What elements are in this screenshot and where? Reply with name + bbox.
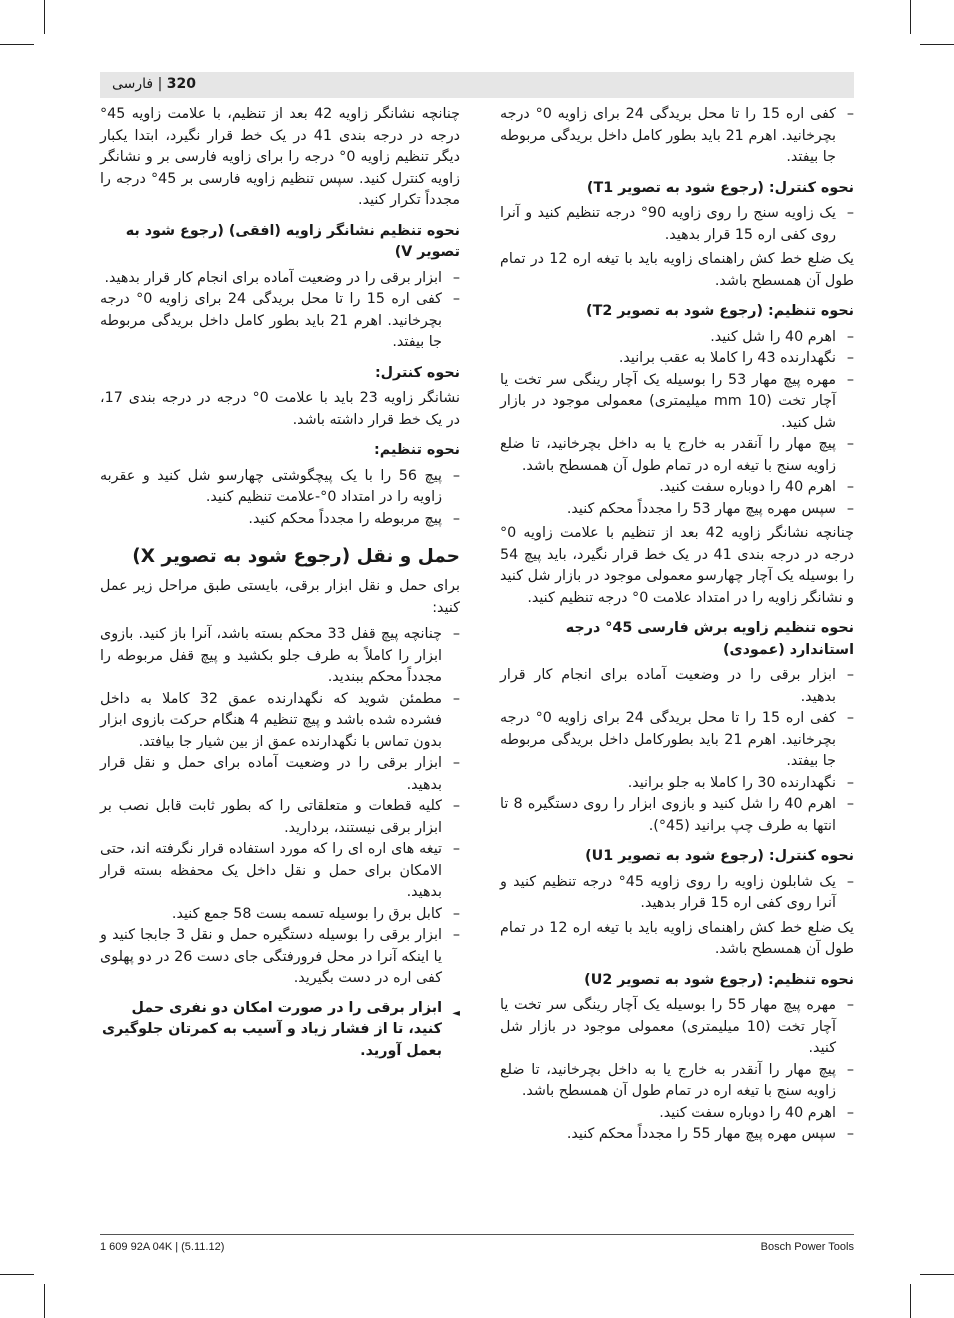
crop-mark xyxy=(44,0,45,34)
paragraph: یک ضلع خط کش راهنمای زاویه باید با تیغه اره 12 در تمام طول آن همسطح باشد. xyxy=(500,919,854,957)
bullet-list xyxy=(500,665,854,837)
bullet-list xyxy=(100,624,460,990)
subheading: نحوه تنظیم: (رجوع شود به تصویر T2) xyxy=(586,303,854,319)
list-item: – یک زاویه سنج را روی زاویه 90° درجه تنظیم کنید و آنرا روی کفی اره 15 قرار بدهید. xyxy=(500,203,854,246)
footer-rule xyxy=(100,1234,854,1235)
subheading: نحوه کنترل: (رجوع شود به تصویر U1) xyxy=(585,848,854,864)
paragraph: نشانگر زاویه 23 باید با علامت 0° درجه در درجه بندی 17، در یک خط قرار داشته باشد. xyxy=(100,390,461,428)
list-item: – چنانچه پیچ قفل 33 محکم بسته باشد، آنرا باز کنید. بازوی ابزار را کاملاً به طرف جلو بکشید و پیچ قفل مربوطه را مجدداً محکم ببندید. xyxy=(100,624,460,689)
list-item: – مهره پیچ مهار 55 را بوسیله یک آچار رینگی سر تخت یا آچار تخت (10 میلیمتری) معمولی موجود در بازار شل کنید. xyxy=(500,995,854,1060)
bullet-list xyxy=(500,203,854,246)
footer-brand: Bosch Power Tools xyxy=(760,1241,854,1253)
list-item: – تیغه های اره ای را که مورد استفاده قرار نگرفته اند، حتی الامکان برای حمل و نقل داخل یک محفظه بسته قرار بدهید. xyxy=(100,839,460,904)
bullet-list xyxy=(500,872,854,915)
page-header xyxy=(100,72,854,98)
list-item: – اهرم 40 را شل کنید. xyxy=(500,327,854,349)
list-item: – پیچ 56 را با یک پیچگوشتی چهارسو شل کنید و عقربه زاویه را در امتداد 0°-علامت تنظیم کنید. xyxy=(100,466,460,509)
list-item: – اهرم 40 را دوباره سفت کنید. xyxy=(500,1103,854,1125)
list-item: – ابزار برقی را در وضعیت آماده برای انجام کار قرار بدهید. xyxy=(100,268,460,290)
subheading: نحوه کنترل: (رجوع شود به تصویر T1) xyxy=(586,179,854,196)
paragraph: یک ضلع خط کش راهنمای زاویه باید با تیغه اره 12 در تمام طول آن همسطح باشد. xyxy=(500,251,854,289)
bullet-list xyxy=(100,466,460,531)
left-column xyxy=(100,104,460,1062)
right-column xyxy=(500,104,854,1149)
footer-part-number: 1 609 92A 04K | (5.11.12) xyxy=(100,1241,225,1253)
list-item: – پیچ مربوطه را مجدداً محکم کنید. xyxy=(100,509,460,531)
list-item: – یک شابلون زاویه را روی زاویه 45° درجه تنظیم کنید و آنرا روی کفی اره 15 قرار بدهید. xyxy=(500,872,854,915)
paragraph: چنانچه نشانگر زاویه 42 بعد از تنظیم، با علامت زاویه 45° درجه در درجه بندی 41 در یک خط قرار نگیرد، ابتدا یکبار دیگر تنظیم زاویه 0° درجه را برای زاویه فارسی بر و نشانگر زاویه کنترل کنید. سپس تنظیم زاویه فارسی بر 45° درجه را مجدداً تکرار کنید. xyxy=(100,106,460,208)
list-item: – کفی اره 15 را تا محل بریدگی 24 برای زاویه 0° درجه بچرخانید. اهرم 21 باید بطور کامل داخل بریدگی مربوطه جا بیفتد. xyxy=(100,289,460,354)
list-item: – مطمئن شوید که نگهدارنده عمق 32 کاملا به داخل فشرده شده باشد و پیچ تنظیم 4 هنگام حرکت بازوی ابزار بدون تماس با نگهدارنده عمق از بین شیار جا بیافتد. xyxy=(100,689,460,754)
crop-mark xyxy=(910,0,911,34)
section-heading: حمل و نقل (رجوع شود به تصویر X) xyxy=(132,546,460,567)
list-item: – کابل برق را بوسیله تسمه بست 58 جمع کنید. xyxy=(100,904,460,926)
crop-mark xyxy=(0,44,34,45)
subheading: نحوه تنظیم: xyxy=(374,442,460,458)
list-item: – اهرم 40 را شل کنید و بازوی ابزار را روی دستگیره 8 تا انتها به طرف چپ برانید (45°). xyxy=(500,794,854,837)
header-text xyxy=(112,76,196,92)
list-item: – سپس مهره پیچ مهار 55 را مجدداً محکم کنید. xyxy=(500,1124,854,1146)
list-item: – نگهدارنده 30 را کاملا به جلو برانید. xyxy=(500,773,854,795)
bullet-list xyxy=(500,995,854,1146)
crop-mark xyxy=(0,1274,34,1275)
list-item: – مهره پیچ مهار 53 را بوسیله یک آچار رینگی سر تخت یا آچار تخت (10 mm میلیمتری) معمولی موجود در بازار شل کنید. xyxy=(500,370,854,435)
header-separator: | xyxy=(153,76,163,92)
warning-note xyxy=(100,998,460,1063)
crop-mark xyxy=(44,1284,45,1318)
warning-text: ابزار برقی را در صورت امکان دو نفری حمل کنید، تا از فشار زیاد و آسیب به کمرتان جلوگیری بعمل آورید. xyxy=(102,999,442,1059)
list-item: – سپس مهره پیچ مهار 53 را مجدداً محکم کنید. xyxy=(500,499,854,521)
list-item: – ابزار برقی را بوسیله دستگیره حمل و نقل 3 جابجا کنید و یا اینکه آنرا در محل فرورفتگی جای دست 26 در دو پهلوی کفی اره در دست بگیرید. xyxy=(100,925,460,990)
list-item: – کفی اره 15 را تا محل بریدگی 24 برای زاویه 0° درجه بچرخانید. اهرم 21 باید بطور کامل داخل بریدگی مربوطه جا بیفتد. xyxy=(500,104,854,169)
list-item: – کفی اره 15 را تا محل بریدگی 24 برای زاویه 0° درجه بچرخانید. اهرم 21 باید بطورکامل داخل بریدگی مربوطه جا بیفتد. xyxy=(500,708,854,773)
crop-mark xyxy=(920,44,954,45)
crop-mark xyxy=(910,1284,911,1318)
subheading: نحوه تنظیم زاویه برش فارسی 45° درجه استاندارد (عمودی) xyxy=(565,620,854,658)
crop-mark xyxy=(920,1274,954,1275)
list-item: – پیچ مهار را آنقدر به خارج یا به داخل بچرخانید، تا ضلع زاویه سنج با تیغه اره در تمام طول آن همسطح باشد. xyxy=(500,434,854,477)
bullet-list xyxy=(500,104,854,169)
page-number: 320 xyxy=(166,76,196,92)
list-item: – نگهدارنده 43 را کاملا به عقب برانید. xyxy=(500,348,854,370)
subheading: نحوه تنظیم نشانگر زاویه (افقی) (رجوع شود به تصویر V) xyxy=(125,222,460,260)
warning-triangle-icon: ◄ xyxy=(452,1007,460,1019)
subheading: نحوه کنترل: xyxy=(374,364,460,381)
header-language: فارسی xyxy=(112,76,154,92)
list-item: – کلیه قطعات و متعلقاتی را که بطور ثابت قابل نصب بر ابزار برقی نیستند، بردارید. xyxy=(100,796,460,839)
paragraph: چنانچه نشانگر زاویه 42 بعد از تنظیم با علامت زاویه 0° درجه در درجه بندی 41 در یک خط قرار نگیرد، باید پیچ 54 را بوسیله یک آچار چهارسو معمولی موجود در بازار شل کنید و نشانگر زاویه را در امتداد علامت 0° درجه تنظیم کنید. xyxy=(500,525,854,606)
bullet-list xyxy=(100,268,460,354)
bullet-list xyxy=(500,327,854,521)
subheading: نحوه تنظیم: (رجوع شود به تصویر U2) xyxy=(584,971,854,988)
paragraph: برای حمل و نقل ابزار برقی، بایستی طبق مراحل زیر عمل کنید: xyxy=(100,578,460,616)
list-item: – ابزار برقی را در وضعیت آماده برای حمل و نقل قرار بدهید. xyxy=(100,753,460,796)
list-item: – اهرم 40 را دوباره سفت کنید. xyxy=(500,477,854,499)
list-item: – ابزار برقی را در وضعیت آماده برای انجام کار قرار بدهید. xyxy=(500,665,854,708)
list-item: – پیچ مهار را آنقدر به خارج یا به داخل بچرخانید، تا ضلع زاویه سنج با تیغه اره در تمام طول آن همسطح باشد. xyxy=(500,1060,854,1103)
